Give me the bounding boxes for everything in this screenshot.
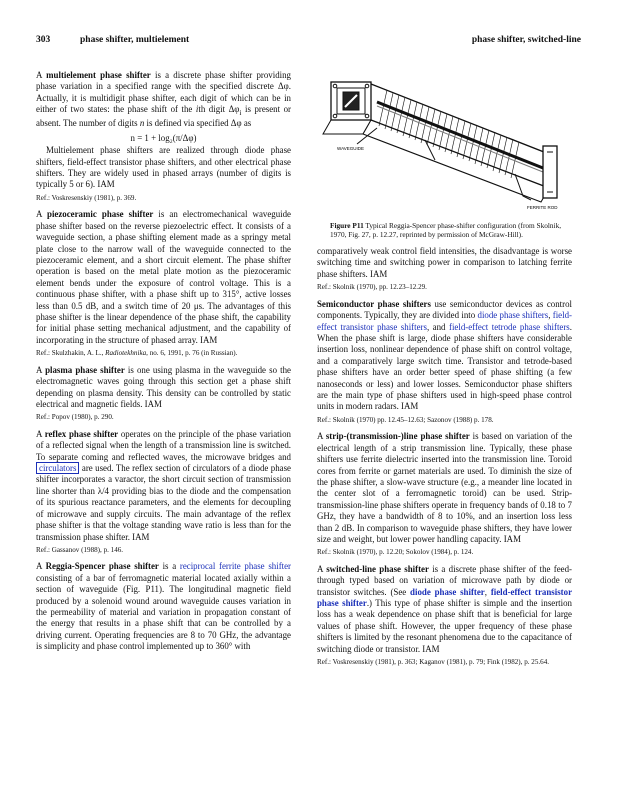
figure-label-ferrite: FERRITE ROD <box>527 205 558 210</box>
link-reciprocal-ferrite[interactable]: reciprocal ferrite phase shifter <box>179 561 292 572</box>
reference: Ref.: Skolnik (1970), p. 12.20; Sokolov (1984), p. 124. <box>317 548 474 557</box>
link-diode-phase-shifter[interactable]: diode phase shifter <box>410 586 485 597</box>
term-reggia-spencer: Reggia-Spencer phase shifter <box>45 561 159 572</box>
entry-semiconductor: Semiconductor phase shifters use semiconductor devices as control components. Typically, they are divided into diode phase shifters, field-effect transistor phase shifters, and field-effect tetrode phase shifters. When the phase shift is large, diode phase shifters have considerable insertion loss, nonlinear dependence of phase shift on control voltage, and a comparatively large switch time. Transistor and tetrode-based phase shifters have an order better speed of phase shifting (a few nanoseconds or less) and lower losses. Semiconductor phase shifters are the main type of phase shifters used in high-speed phase control units in modern radars. IAM <box>317 298 572 412</box>
left-column <box>36 70 291 656</box>
entry-multielement-cont: Multielement phase shifters are realized through diode phase shifters, field-effect transistor phase shifters, and other electrical phase shifters. They are widely used in phased arrays (number of digits is typically 5 or 6). IAM <box>36 145 291 190</box>
figure-number: Figure P11 <box>330 221 364 230</box>
link-diode-phase-shifters[interactable]: diode phase shifters <box>477 310 549 321</box>
term-strip-line: strip-(transmission-)line phase shifter <box>325 431 470 442</box>
link-tetrode-phase-shifters[interactable]: field-effect tetrode phase shifters <box>449 321 570 332</box>
reference: Ref.: Skolnik (1970) pp. 12.45–12.63; Sazonov (1988) p. 178. <box>317 415 494 424</box>
reference: Ref.: Voskresenskiy (1981), p. 369. <box>36 193 137 202</box>
entry-plasma: A plasma phase shifter is one using plasma in the waveguide so the electromagnetic waves going through this section get a phase shift depending on plasma density. This density can be controlled by static electrical and magnetic fields. IAM <box>36 364 291 409</box>
term-reflex: reflex phase shifter <box>44 428 119 439</box>
entry-strip-line: A strip-(transmission-)line phase shifter is based on variation of the electrical length of a strip transmission line. Typically, these phase shifters use ferrite dielectric inserted into the transmission line. Toroid cores from ferrite or garnet materials are used. To diminish the size of the phase shifter, a slow-wave structure (e.g., a meander line located in the center slot of a ferromagnetic toroid) can be used. Strip-transmission-line phase shifters operate in frequency bands of 0.18 to 7 GHz, they have a bandwidth of 8 to 10%, and an insertion loss less than 2 dB. In comparison to waveguide phase shifters, they have lower size and weight, but lower power handling capacity. IAM <box>317 431 573 544</box>
entry-reflex: A reflex phase shifter operates on the principle of the phase variation of a reflected signal when the length of a transmission line is switched. To separate coming and reflected waves, the microwave bridges and circulators are used. The reflex section of circulators of a diode phase shifter incorporates a varactor, the short circuit section of transmission line shorter than λ/4 providing bias to the diode and the compensation of its spurious reactance parameters, and the elements for decoupling of microwave and supply circuits. The main advantage of the reflex phase shifter is that the voltage standing wave ratio is less than for the transmission phase shifter. IAM <box>36 428 291 542</box>
reference: Ref.: Skolnik (1970), pp. 12.23–12.29. <box>317 283 427 292</box>
right-running-title: phase shifter, switched-line <box>471 35 581 45</box>
figure-label-waveguide: WAVEGUIDE <box>337 146 365 151</box>
page-number: 303 <box>36 35 51 45</box>
reggia-spencer-figure <box>317 76 575 216</box>
link-circulators[interactable]: circulators <box>36 462 79 474</box>
term-semiconductor: Semiconductor phase shifters <box>317 298 431 309</box>
digits-equation: n = 1 + log₂(π/Δφ) <box>130 132 197 143</box>
link-fet-phase-shifter[interactable]: field-effect transistor phase shifter <box>317 586 573 609</box>
left-running-title: phase shifter, multielement <box>80 35 190 45</box>
figure-caption: Figure P11 Typical Reggia-Spencer phase-shifter configuration (from Skolnik, 1970, Fig. 27, p. 12.27, reprinted by permission of McGraw-Hill). <box>330 221 562 240</box>
entry-multielement: A multielement phase shifter is a discrete phase shifter providing phase variation in a specified range with the specified discrete Δφ. Actually, it is multidigit phase shifter, each digit of which can be in either of two states: the phase shift of the ith digit $\Delta\varphi_i$ is present or absent. The number of digits n is defined via specified Δφ as <box>36 70 291 129</box>
term-plasma: plasma phase shifter <box>45 364 125 375</box>
reference: Ref.: Gassanov (1988), p. 146. <box>36 545 124 554</box>
term-switched-line: switched-line phase shifter <box>326 563 429 574</box>
reference: Ref.: Skulzhakin, A. L., Radiotekhnika, no. 6, 1991, p. 76 (in Russian). <box>36 349 238 358</box>
reference: Ref.: Popov (1980), p. 290. <box>36 413 114 422</box>
link-fet-phase-shifters[interactable]: field-effect transistor phase shifters <box>317 310 572 332</box>
reference: Ref.: Voskresenskiy (1981), p. 363; Kaganov (1981), p. 79; Fink (1982), p. 25.64. <box>317 658 550 667</box>
term-multielement: multielement phase shifter <box>46 70 151 80</box>
entry-piezoceramic: A piezoceramic phase shifter is an electromechanical waveguide phase shifter based on the reverse piezoelectric effect. It consists of a waveguide section, a phase shifting element made as a springy metal plate close to the narrow wall of the waveguide connected to the piezoceramic element, and a short circuit element. The phase shifter operation is based on the metal plate motion as the piezoceramic element bends under the exposure of control voltage. This is a continuous phase shifter, with a phase shift up to 315°, active losses less than 0.5 dB, and a switch time of 20 μs. The advantages of this phase shifter is the linear dependence of the phase shift, the capability for initial phase setting mechanical adjustment, and the capability of incorporating in the structure of phased array. IAM <box>36 209 291 345</box>
right-column <box>317 246 572 674</box>
entry-reggia-spencer-cont: comparatively weak control field intensities, the disadvantage is worse switching time and switching power in comparison to latching ferrite phase shifters. IAM <box>317 246 572 279</box>
term-piezoceramic: piezoceramic phase shifter <box>47 209 154 220</box>
entry-switched-line: A switched-line phase shifter is a discrete phase shifter of the feed-through typed based on variation of microwave path by diode or transistor switches. (See diode phase shifter, field-effect transistor phase shifter.) This type of phase shifter is simple and the insertion loss has a weak dependence on phase shift that is beneficial for large values of phase shift. However, the upper frequency of these phase shifters is limited by the resonant phenomena due to the capacitance of switching diode or transistor. IAM <box>317 563 573 654</box>
entry-reggia-spencer: A Reggia-Spencer phase shifter is a reciprocal ferrite phase shifter consisting of a bar of ferromagnetic material located axially within a section of waveguide (Fig. P11). The longitudinal magnetic field produced by a solenoid wound around waveguide causes variation in the permeability of material and variation in propagation constant of the energy that results in a phase shift that can be controlled by a driving current. Operating frequencies are 8 to 70 GHz, the advantage is simplicity and phase control implemented up to 360° with <box>36 561 292 652</box>
